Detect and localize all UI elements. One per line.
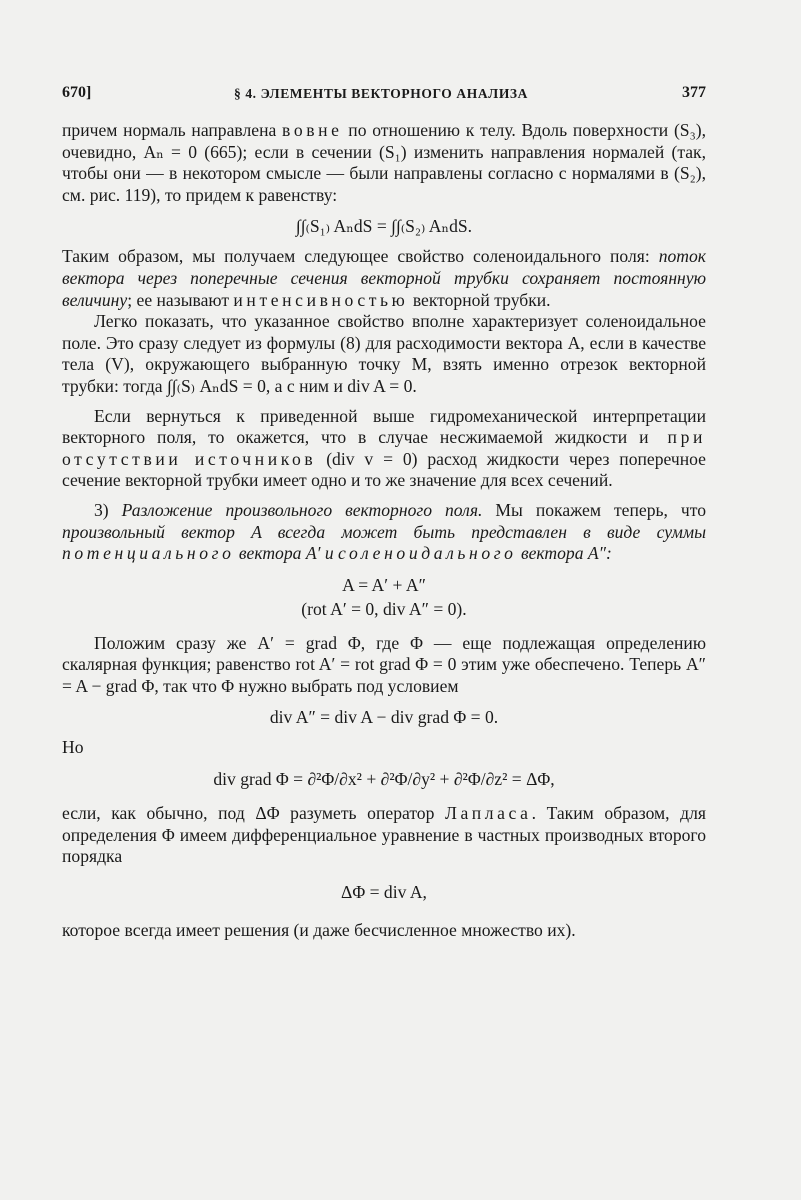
running-header bbox=[62, 84, 706, 112]
paragraph-2: Таким образом, мы получаем следующее свойство соленоидального поля: поток вектора через поперечные сечения векторной трубки сохраняет постоянную величину; ее называют интенсивностью векторной трубки. bbox=[62, 246, 707, 310]
equation-poisson: ΔΦ = div A, bbox=[341, 881, 427, 902]
paragraph-4: Если вернуться к приведенной выше гидромеханической интерпретации векторного поля, то окажется, что в случае несжимаемой жидкости и при отсутствии источников (div v = 0) расход жидкости через поперечное сечение векторной трубки имеет одно и то же значение для всех сечений. bbox=[62, 405, 706, 491]
running-title: § 4. ЭЛЕМЕНТЫ ВЕКТОРНОГО АНАЛИЗА bbox=[234, 86, 529, 101]
paragraph-5: 3) Разложение произвольного векторного поля. Мы покажем теперь, что произвольный вектор A всегда может быть представлен в виде суммы потенциального вектора A′ и соленоидального вектора A″: bbox=[62, 499, 706, 564]
paragraph-9: которое всегда имеет решения (и даже бесчисленное множество их). bbox=[62, 919, 576, 940]
equation-decomposition: A = A′ + A″ bbox=[342, 574, 426, 595]
paragraph-1: причем нормаль направлена вовне по отношению к телу. Вдоль поверхности (S₃), очевидно, Aₙ = 0 (665); если в сечении (S₁) изменить направления нормалей (так, чтобы они — в некотором смысле — были направлены согласно с нормалями в (S₂), см. рис. 119), то придем к равенству: bbox=[62, 120, 706, 205]
equation-flux-equality: ∫∫₍S₁₎ AₙdS = ∫∫₍S₂₎ AₙdS. bbox=[295, 216, 473, 237]
equation-div-condition: div A″ = div A − div grad Φ = 0. bbox=[269, 707, 499, 728]
paragraph-7: Но bbox=[62, 737, 84, 758]
equation-conditions: (rot A′ = 0, div A″ = 0). bbox=[301, 598, 467, 619]
paragraph-6: Положим сразу же A′ = grad Φ, где Φ — еще подлежащая определению скалярная функция; равенство rot A′ = rot grad Φ = 0 этим уже обеспечено. Теперь A″ = A − grad Φ, так что Φ нужно выбрать под условием bbox=[62, 632, 706, 696]
equation-laplacian: div grad Φ = ∂²Φ/∂x² + ∂²Φ/∂y² + ∂²Φ/∂z² = ΔΦ, bbox=[213, 769, 555, 790]
section-number: 670] bbox=[62, 84, 92, 101]
paragraph-8: если, как обычно, под ΔΦ разуметь оператор Лапласа. Таким образом, для определения Φ имеем дифференциальное уравнение в частных производных второго порядка bbox=[62, 803, 707, 867]
paragraph-3: Легко показать, что указанное свойство вполне характеризует соленоидальное поле. Это сразу следует из формулы (8) для расходимости вектора A, если в качестве тела (V), окружающего выбранную точку M, взять именно отрезок векторной трубки: тогда ∫∫₍S₎ AₙdS = 0, а с ним и div A = 0. bbox=[62, 311, 706, 396]
book-page bbox=[62, 84, 706, 941]
page-number: 377 bbox=[682, 84, 706, 101]
